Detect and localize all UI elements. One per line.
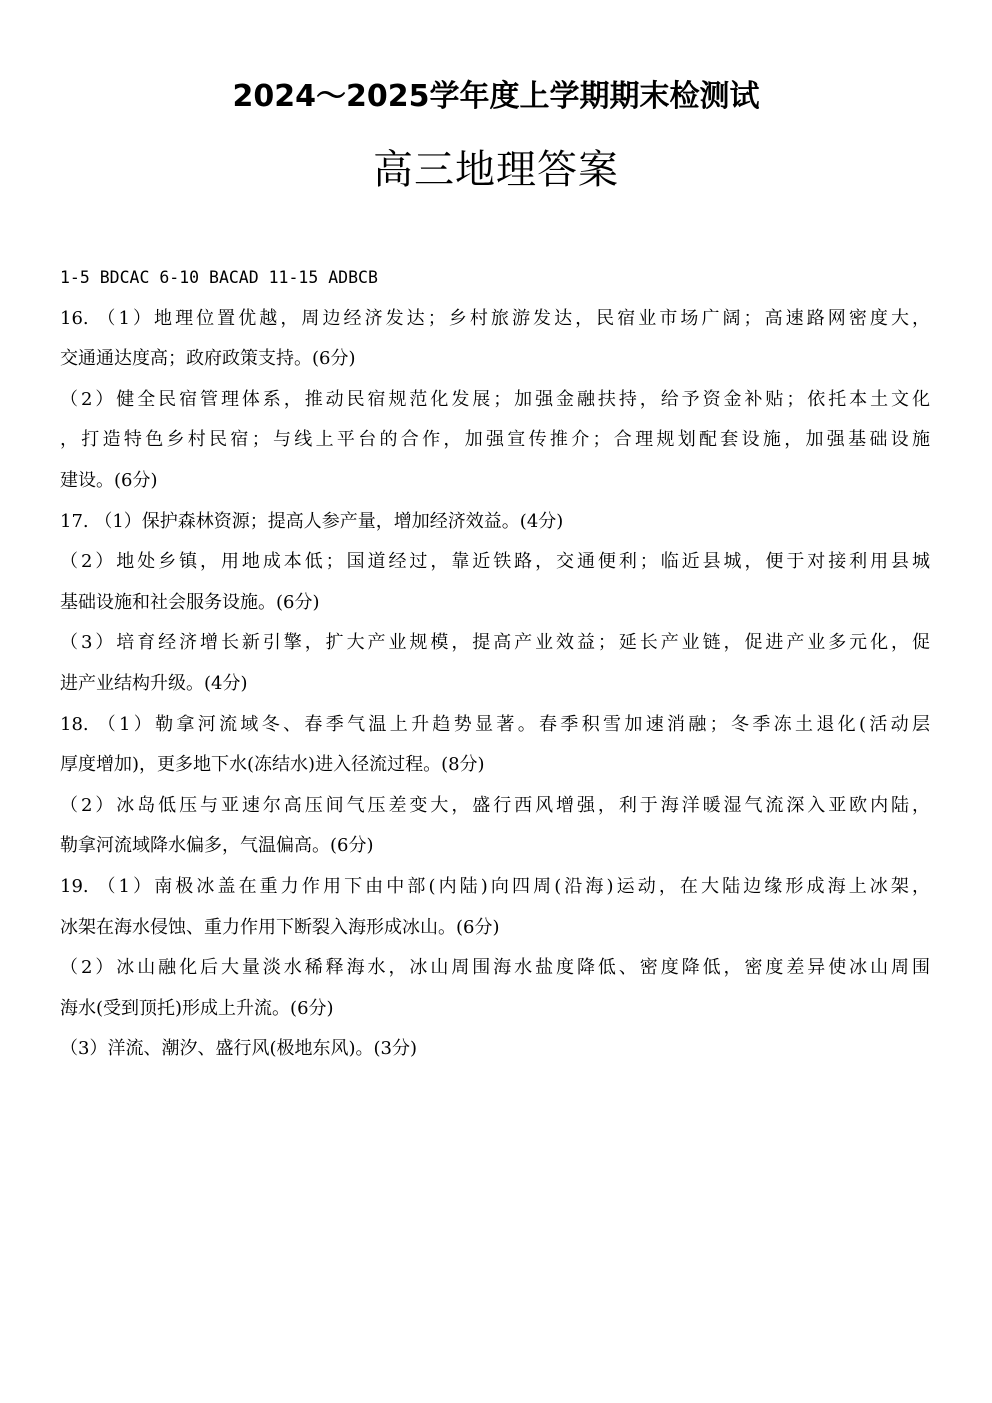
answer-line: 16. （1）地理位置优越，周边经济发达；乡村旅游发达，民宿业市场广阔；高速路网密度大， [60, 307, 930, 329]
answer-line: 19. （1）南极冰盖在重力作用下由中部(内陆)向四周(沿海)运动，在大陆边缘形成海上冰架， [60, 875, 930, 897]
answer-line: 建设。(6分) [60, 469, 158, 491]
answer-line: ，打造特色乡村民宿；与线上平台的合作，加强宣传推介；合理规划配套设施，加强基础设施 [60, 429, 930, 451]
answer-line: （2）冰山融化后大量淡水稀释海水，冰山周围海水盐度降低、密度降低，密度差异使冰山周围 [60, 957, 930, 979]
answer-line: 勒拿河流域降水偏多，气温偏高。(6分) [60, 835, 374, 857]
answer-body [60, 258, 930, 1070]
answer-line: 18. （1）勒拿河流域冬、春季气温上升趋势显著。春季积雪加速消融；冬季冻土退化(活动层 [60, 713, 930, 735]
answer-line: （2）健全民宿管理体系，推动民宿规范化发展；加强金融扶持，给予资金补贴；依托本土文化 [60, 388, 930, 410]
document-subtitle: 高三地理答案 [373, 147, 619, 193]
answer-line: 海水(受到顶托)形成上升流。(6分) [60, 997, 334, 1019]
exam-title: 2024～2025学年度上学期期末检测试 [232, 79, 760, 114]
answer-line: 冰架在海水侵蚀、重力作用下断裂入海形成冰山。(6分) [60, 916, 500, 938]
answer-line: （2）冰岛低压与亚速尔高压间气压差变大，盛行西风增强，利于海洋暖湿气流深入亚欧内陆， [60, 794, 930, 816]
answer-line: 进产业结构升级。(4分) [60, 672, 248, 694]
answer-line: （2）地处乡镇，用地成本低；国道经过，靠近铁路，交通便利；临近县城，便于对接利用县城 [60, 551, 930, 573]
answer-line: 交通通达度高；政府政策支持。(6分) [60, 348, 356, 370]
answer-line: （3）培育经济增长新引擎，扩大产业规模，提高产业效益；延长产业链，促进产业多元化，促 [60, 632, 930, 654]
answer-line: （3）洋流、潮汐、盛行风(极地东风)。(3分) [60, 1038, 417, 1060]
answer-line: 基础设施和社会服务设施。(6分) [60, 591, 320, 613]
choice-answers: 1-5 BDCAC 6-10 BACAD 11-15 ADBCB [60, 268, 378, 287]
answer-line: 厚度增加)，更多地下水(冻结水)进入径流过程。(8分) [60, 754, 485, 776]
answer-line: 17. （1）保护森林资源；提高人参产量，增加经济效益。(4分) [60, 510, 564, 532]
